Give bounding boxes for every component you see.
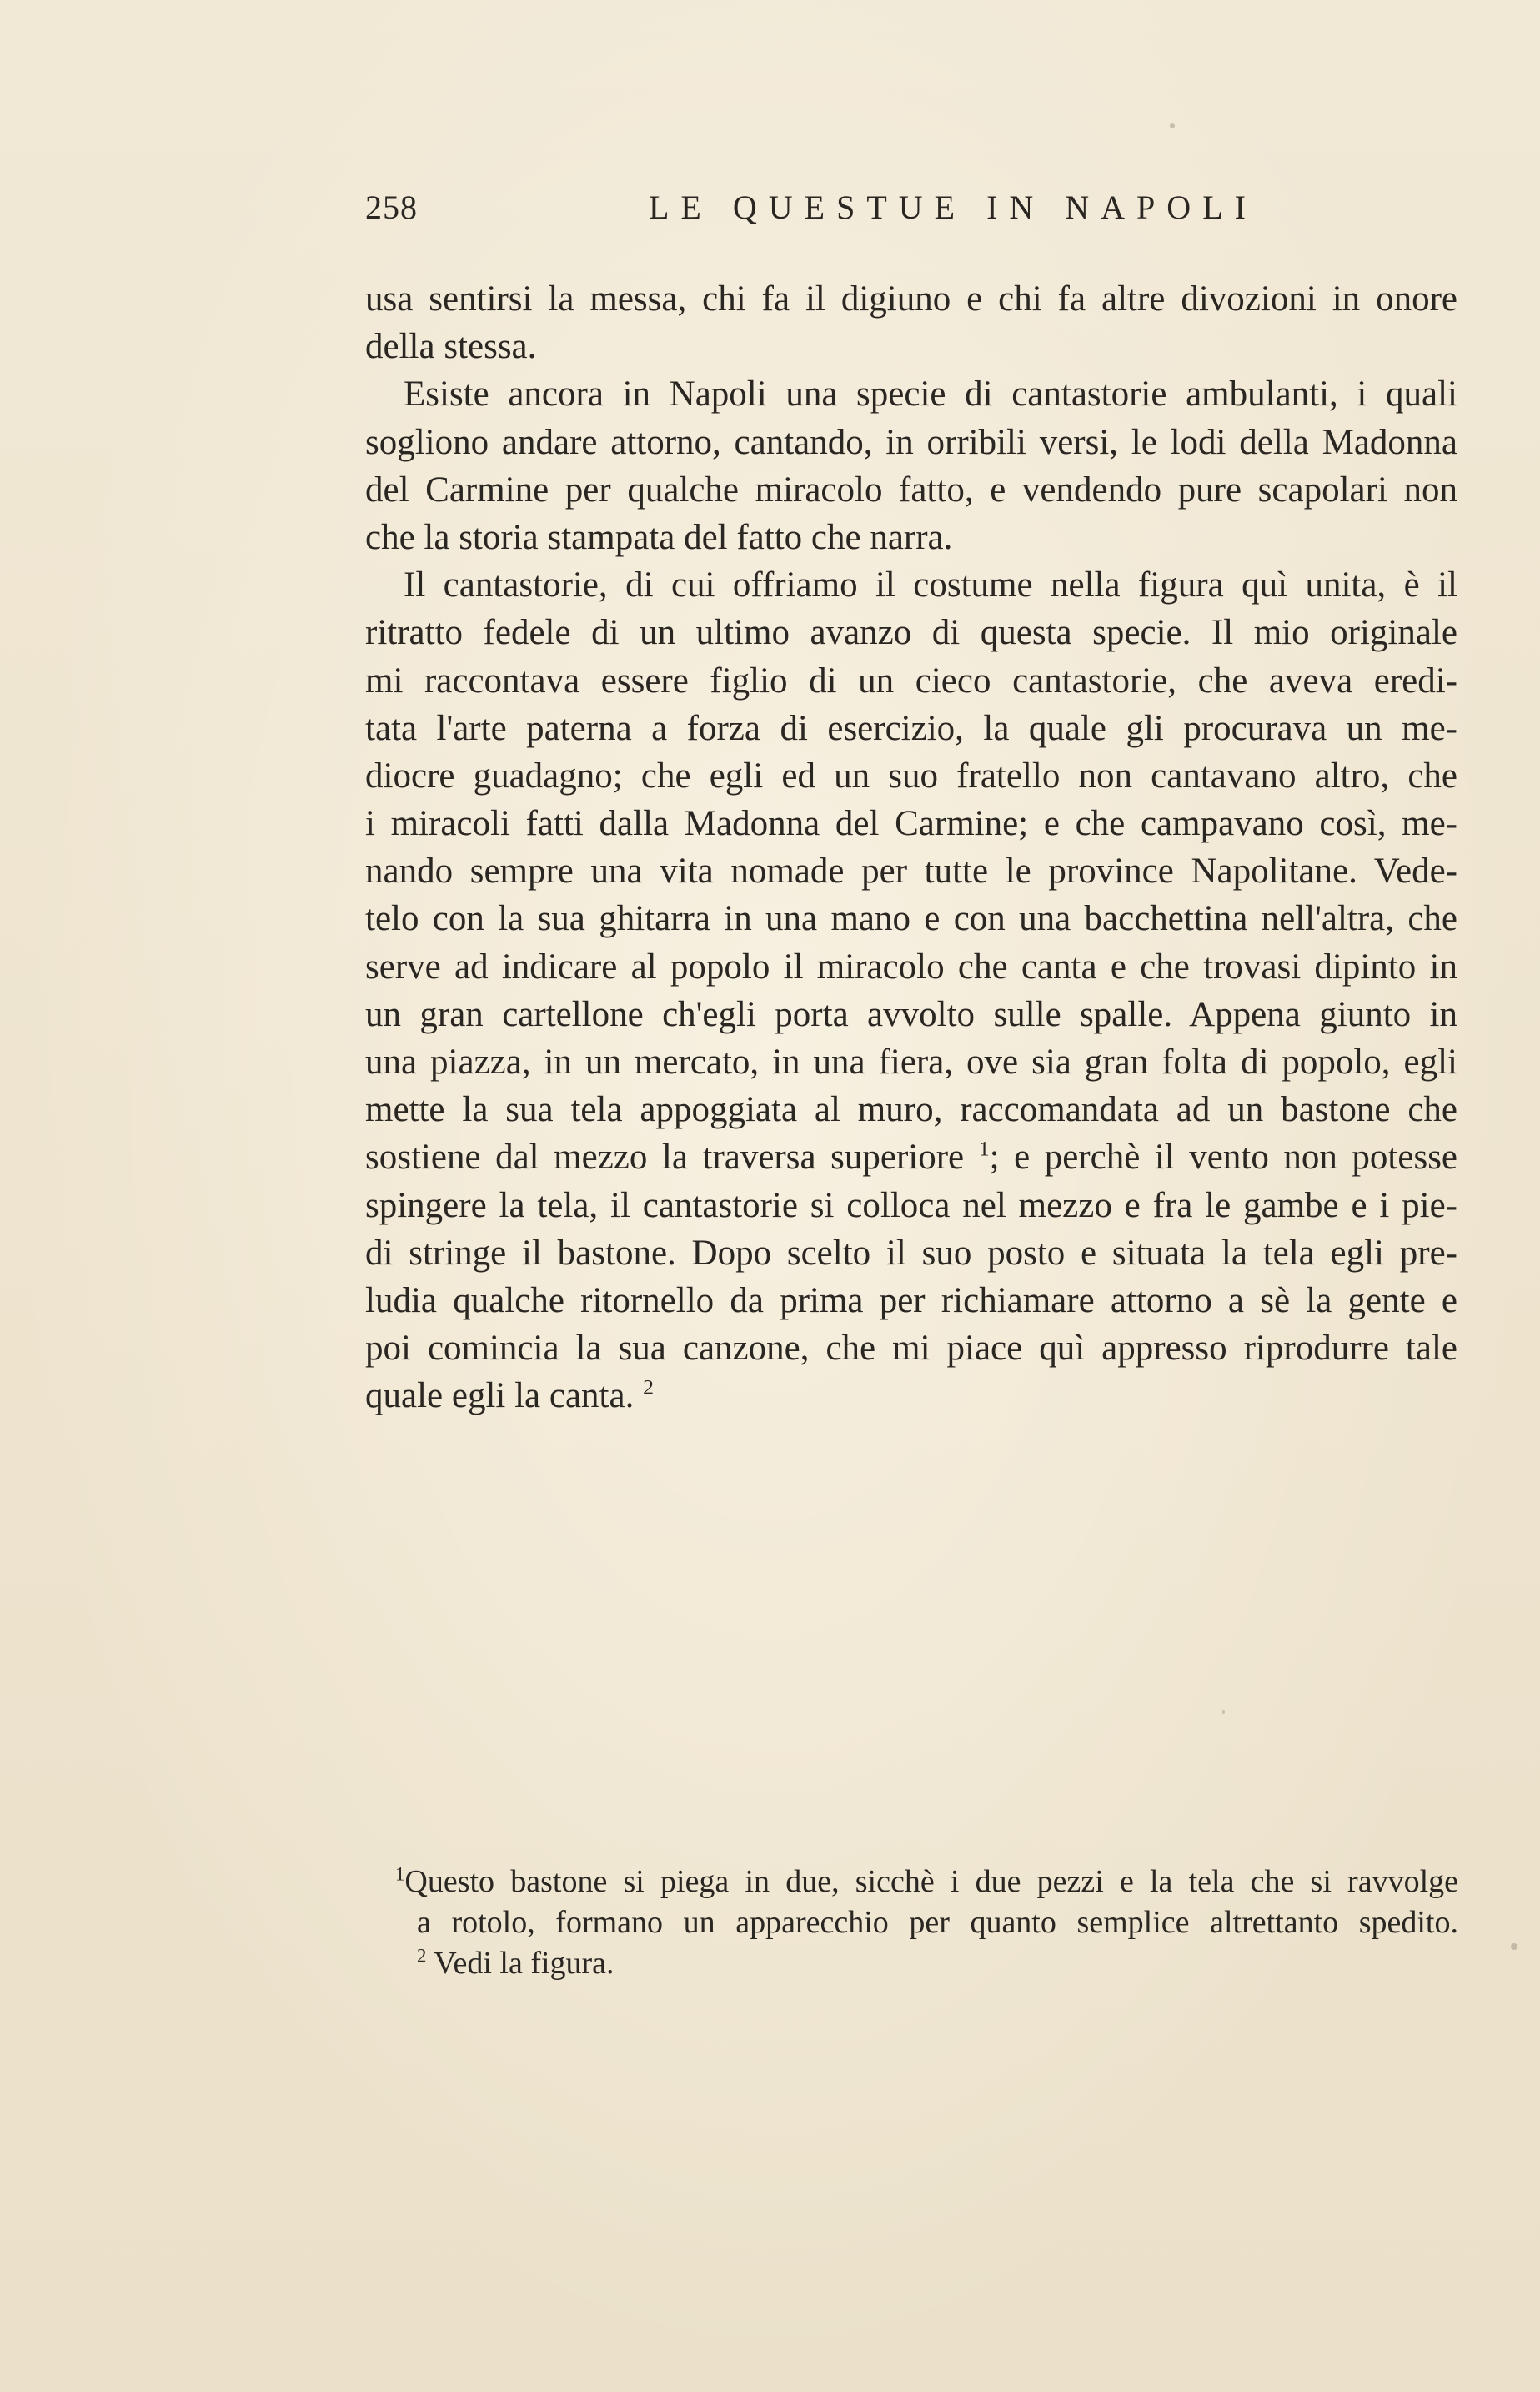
text-line: Esiste ancora in Napoli una specie di cantastorie ambulanti, i quali	[404, 374, 1457, 415]
footnote-ref-2: 2	[643, 1374, 654, 1400]
text-line: diocre guadagno; che egli ed un suo fratello non cantavano altro, che	[365, 756, 1457, 796]
footnote-marker-1: 1	[395, 1863, 405, 1885]
text-fragment: ; e perchè il vento non potesse	[989, 1138, 1458, 1178]
text-line: i miracoli fatti dalla Madonna del Carmine; e che campavano così, me-	[365, 804, 1457, 844]
text-line: poi comincia la sua canzone, che mi piace quì appresso riprodurre tale	[365, 1329, 1457, 1369]
page-number: 258	[365, 188, 418, 226]
footnote-line: a rotolo, formano un apparecchio per quanto semplice altrettanto spedito.	[417, 1905, 1458, 1940]
footnote-line	[395, 1943, 1458, 1984]
running-head	[365, 188, 1457, 238]
text-line: del Carmine per qualche miracolo fatto, e vendendo pure scapolari non	[365, 470, 1457, 510]
paper-speck	[1222, 1710, 1225, 1714]
text-line-with-footnote-ref	[365, 1372, 1457, 1420]
text-line: mi raccontava essere figlio di un cieco cantastorie, che aveva eredi-	[365, 661, 1457, 701]
text-line: di stringe il bastone. Dopo scelto il suo posto e situata la tela egli pre-	[365, 1233, 1457, 1273]
text-line: nando sempre una vita nomade per tutte le province Napolitane. Vede-	[365, 852, 1457, 892]
text-line: Il cantastorie, di cui offriamo il costume nella figura quì unita, è il	[404, 565, 1457, 606]
footnote-ref-1: 1	[978, 1137, 990, 1162]
text-line: ritratto fedele di un ultimo avanzo di questa specie. Il mio originale	[365, 613, 1457, 653]
text-line: mette la sua tela appoggiata al muro, raccomandata ad un bastone che	[365, 1090, 1457, 1130]
text-line: sogliono andare attorno, cantando, in orribili versi, le lodi della Madonna	[365, 422, 1457, 462]
text-line-with-footnote-ref	[365, 1133, 1457, 1181]
text-line: della stessa.	[365, 327, 537, 367]
footnote-marker-2: 2	[417, 1945, 427, 1967]
text-line: che la storia stampata del fatto che narra.	[365, 517, 953, 557]
text-line: serve ad indicare al popolo il miracolo che canta e che trovasi dipinto in	[365, 947, 1457, 987]
footnote-line	[395, 1862, 1458, 1902]
footnote-text: Questo bastone si piega in due, sicchè i due pezzi e la tela che si ravvolge	[404, 1864, 1458, 1899]
text-line: telo con la sua ghitarra in una mano e con una bacchettina nell'altra, che	[365, 899, 1457, 939]
text-line: tata l'arte paterna a forza di esercizio, la quale gli procurava un me-	[365, 708, 1457, 748]
footnote-text: Vedi la figura.	[434, 1946, 614, 1981]
text-line: spingere la tela, il cantastorie si colloca nel mezzo e fra le gambe e i pie-	[365, 1185, 1457, 1225]
body-text	[365, 275, 1457, 1420]
text-line: una piazza, in un mercato, in una fiera, ove sia gran folta di popolo, egli	[365, 1043, 1457, 1082]
text-line: ludia qualche ritornello da prima per richiamare attorno a sè la gente e	[365, 1280, 1457, 1320]
text-line: usa sentirsi la messa, chi fa il digiuno e chi fa altre divozioni in onore	[365, 279, 1457, 319]
running-title: LE QUESTUE IN NAPOLI	[649, 188, 1257, 226]
text-fragment: sostiene dal mezzo la traversa superiore	[365, 1138, 965, 1178]
paper-speck	[1511, 1943, 1517, 1950]
paper-speck	[1170, 123, 1175, 128]
text-fragment: quale egli la canta.	[365, 1376, 635, 1416]
footnotes	[395, 1862, 1458, 1984]
text-line: un gran cartellone ch'egli porta avvolto sulle spalle. Appena giunto in	[365, 994, 1457, 1034]
